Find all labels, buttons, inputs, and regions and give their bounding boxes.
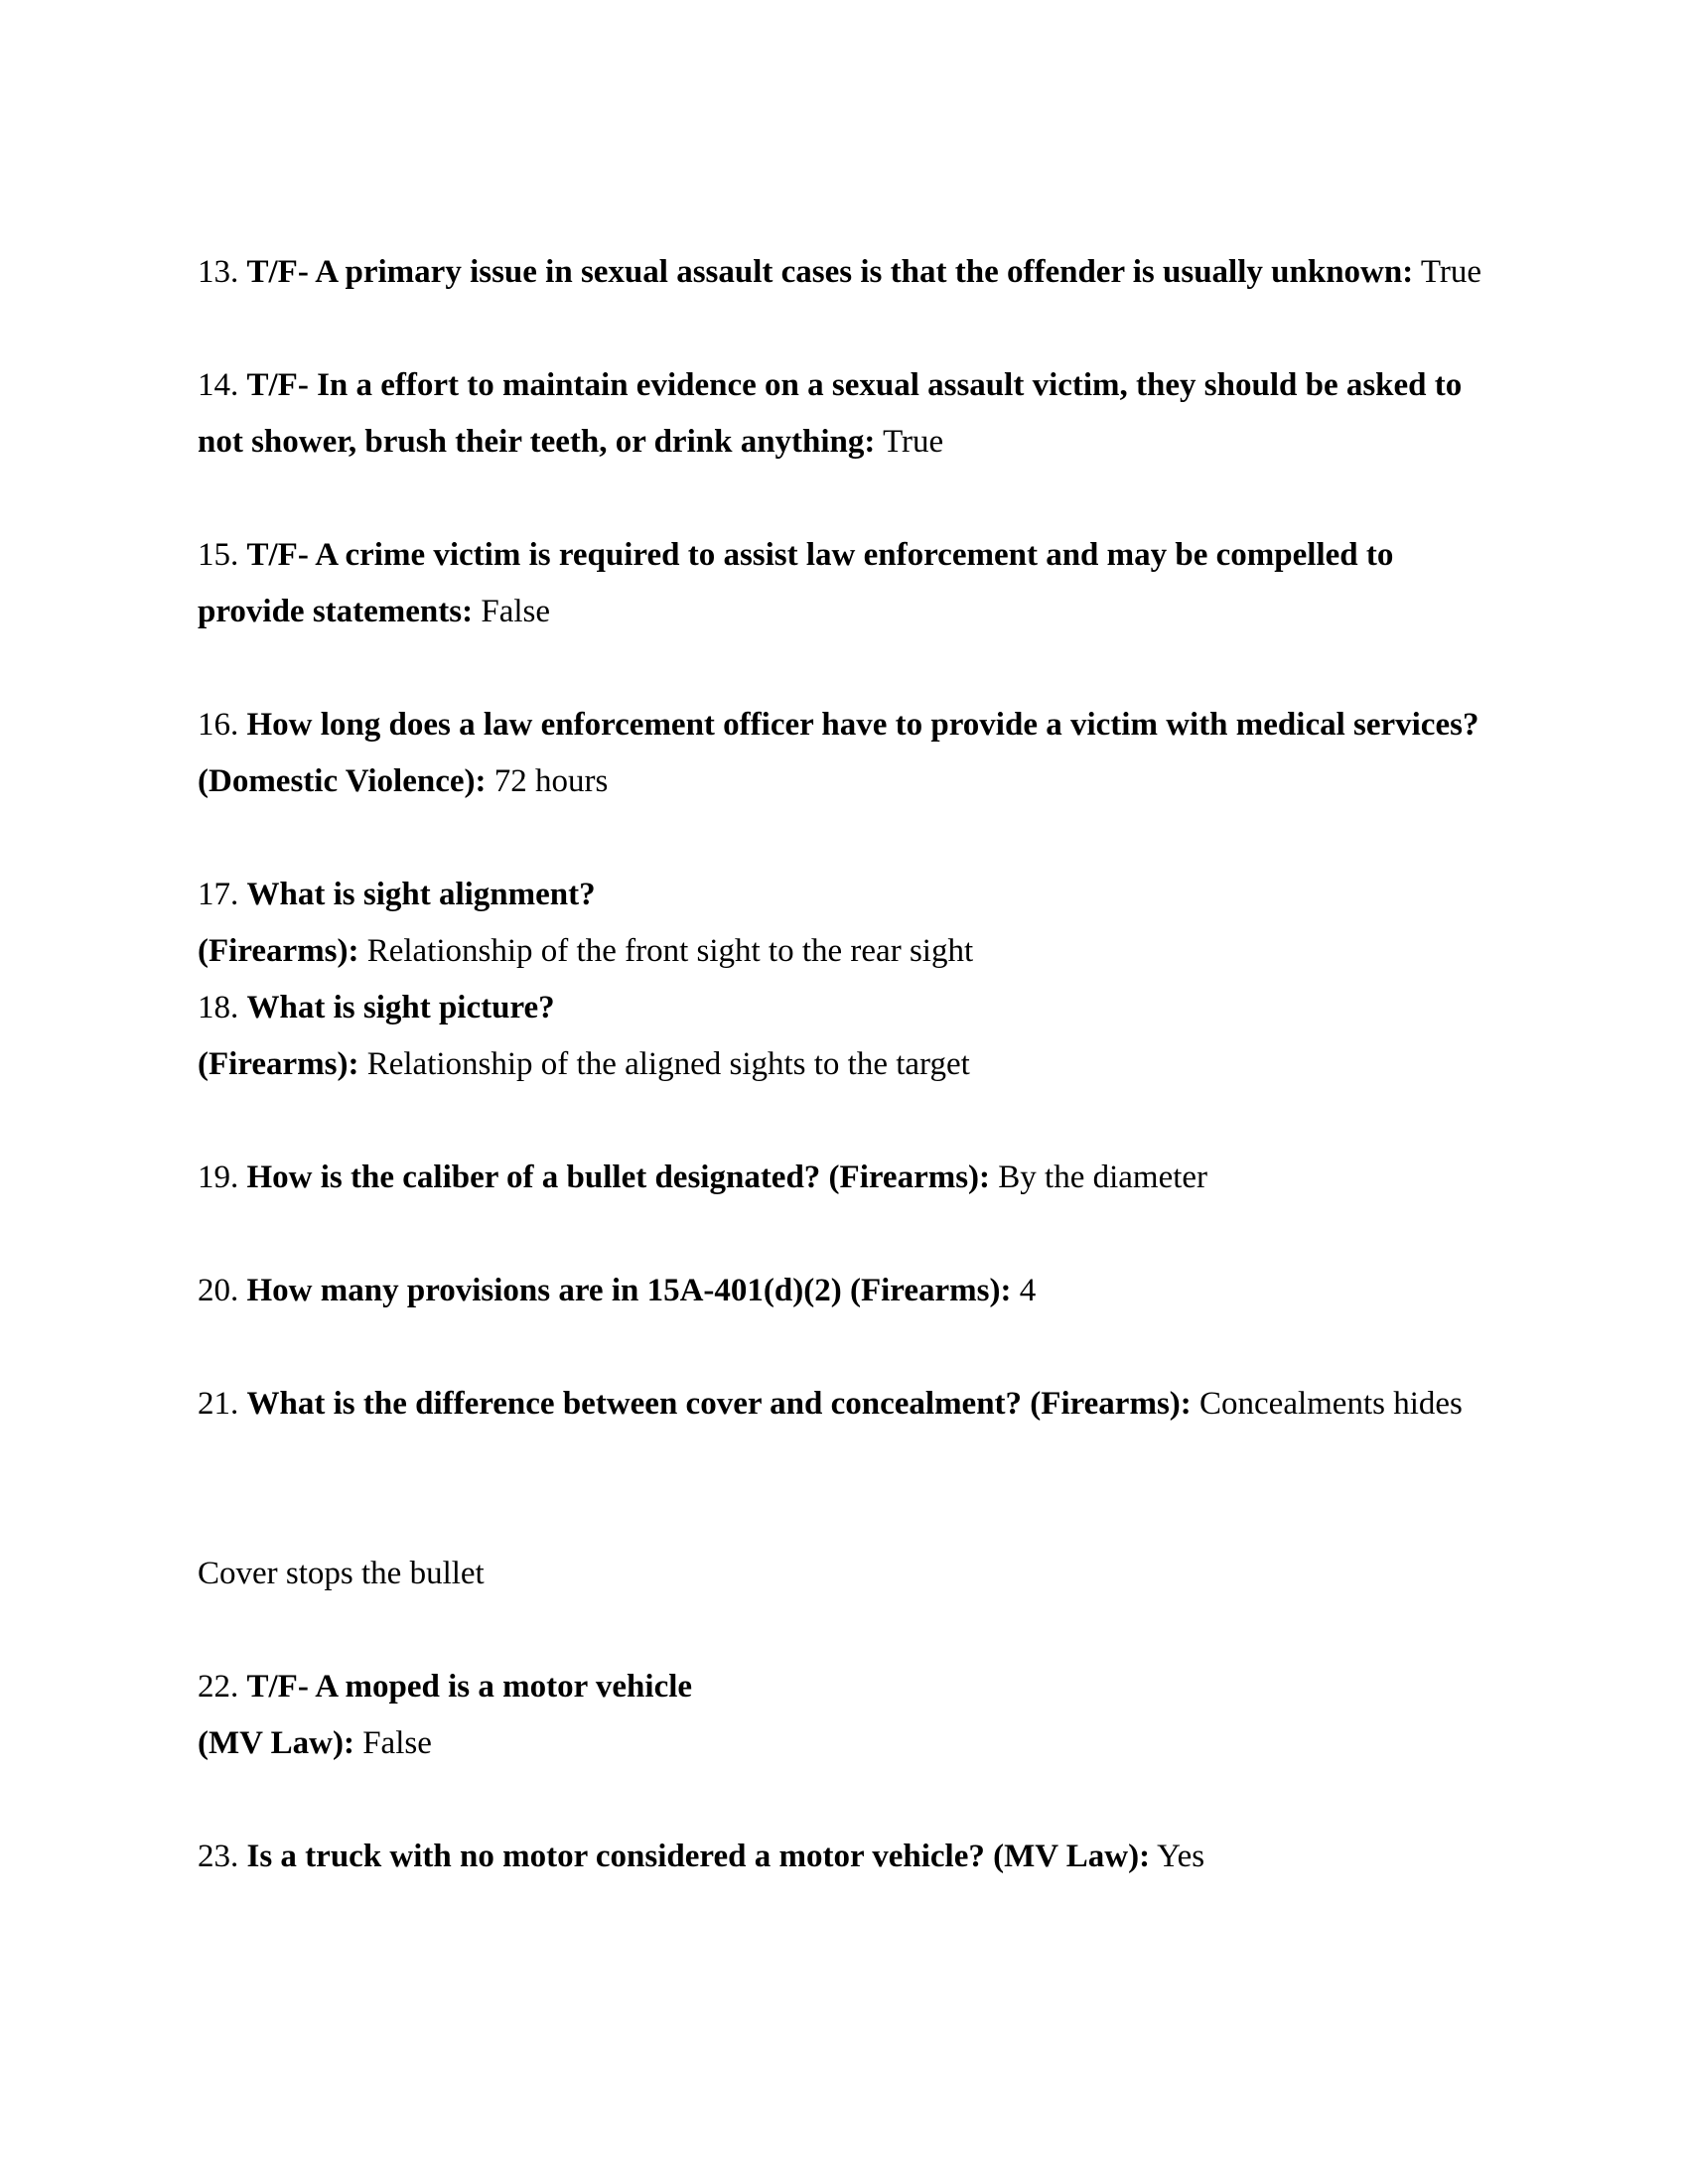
question-text: (Firearms): (198, 933, 359, 969)
question-number: 14. (198, 367, 239, 403)
question-text: What is the difference between cover and concealment? (Firearms): (246, 1386, 1192, 1422)
answer-text: False (481, 594, 551, 629)
question-text: T/F- A moped is a motor vehicle (246, 1669, 693, 1705)
question-number: 20. (198, 1273, 239, 1308)
question-18-line-1 (198, 988, 1508, 1027)
question-text: (MV Law): (198, 1725, 354, 1761)
question-text: not shower, brush their teeth, or drink anything: (198, 424, 876, 460)
question-text: T/F- A primary issue in sexual assault cases is that the offender is usually unknown: (246, 254, 1414, 290)
question-number: 17. (198, 877, 239, 912)
question-number: 16. (198, 707, 239, 743)
question-text: What is sight alignment? (246, 877, 596, 912)
answer-text: Yes (1157, 1839, 1205, 1874)
question-19-line-1 (198, 1158, 1508, 1197)
question-17-line-2 (198, 931, 1508, 971)
answer-text: False (362, 1725, 432, 1761)
answer-text: By the diameter (998, 1160, 1208, 1195)
answer-text: Relationship of the aligned sights to the target (366, 1046, 970, 1082)
question-number: 23. (198, 1839, 239, 1874)
question-text: How long does a law enforcement officer have to provide a victim with medical services? (246, 707, 1479, 743)
question-22-line-2 (198, 1723, 1508, 1763)
answer-text: True (1420, 254, 1482, 290)
question-16-line-2 (198, 761, 1508, 801)
answer-text: 4 (1019, 1273, 1037, 1308)
question-text: Is a truck with no motor considered a motor vehicle? (MV Law): (246, 1839, 1151, 1874)
question-15-line-2 (198, 592, 1508, 631)
question-text: T/F- A crime victim is required to assist law enforcement and may be compelled to (246, 537, 1394, 573)
answer-text: Relationship of the front sight to the rear sight (366, 933, 974, 969)
question-number: 22. (198, 1669, 239, 1705)
question-20-line-1 (198, 1271, 1508, 1310)
question-text: How is the caliber of a bullet designated? (Firearms): (246, 1160, 991, 1195)
question-number: 15. (198, 537, 239, 573)
question-text: How many provisions are in 15A-401(d)(2) (Firearms): (246, 1273, 1012, 1308)
question-number: 21. (198, 1386, 239, 1422)
question-14-line-1 (198, 365, 1508, 405)
question-text: (Firearms): (198, 1046, 359, 1082)
question-16-line-1 (198, 705, 1508, 745)
answer-text: Concealments hides (1199, 1386, 1463, 1422)
question-text: What is sight picture? (246, 990, 555, 1025)
answer-text: Cover stops the bullet (198, 1556, 485, 1591)
answer-text: 72 hours (493, 763, 609, 799)
question-text: provide statements: (198, 594, 474, 629)
question-18-line-2 (198, 1044, 1508, 1084)
question-13-line-1 (198, 252, 1508, 292)
question-number: 19. (198, 1160, 239, 1195)
question-number: 13. (198, 254, 239, 290)
question-14-line-2 (198, 422, 1508, 462)
question-17-line-1 (198, 875, 1508, 914)
question-23-line-1 (198, 1837, 1508, 1876)
question-22-line-1 (198, 1667, 1508, 1706)
answer-text: True (883, 424, 944, 460)
question-text: T/F- In a effort to maintain evidence on a sexual assault victim, they should be asked to (246, 367, 1463, 403)
question-15-line-1 (198, 535, 1508, 575)
question-21-line-1 (198, 1384, 1508, 1424)
answer-continuation-line (198, 1554, 1508, 1593)
question-text: (Domestic Violence): (198, 763, 487, 799)
question-number: 18. (198, 990, 239, 1025)
